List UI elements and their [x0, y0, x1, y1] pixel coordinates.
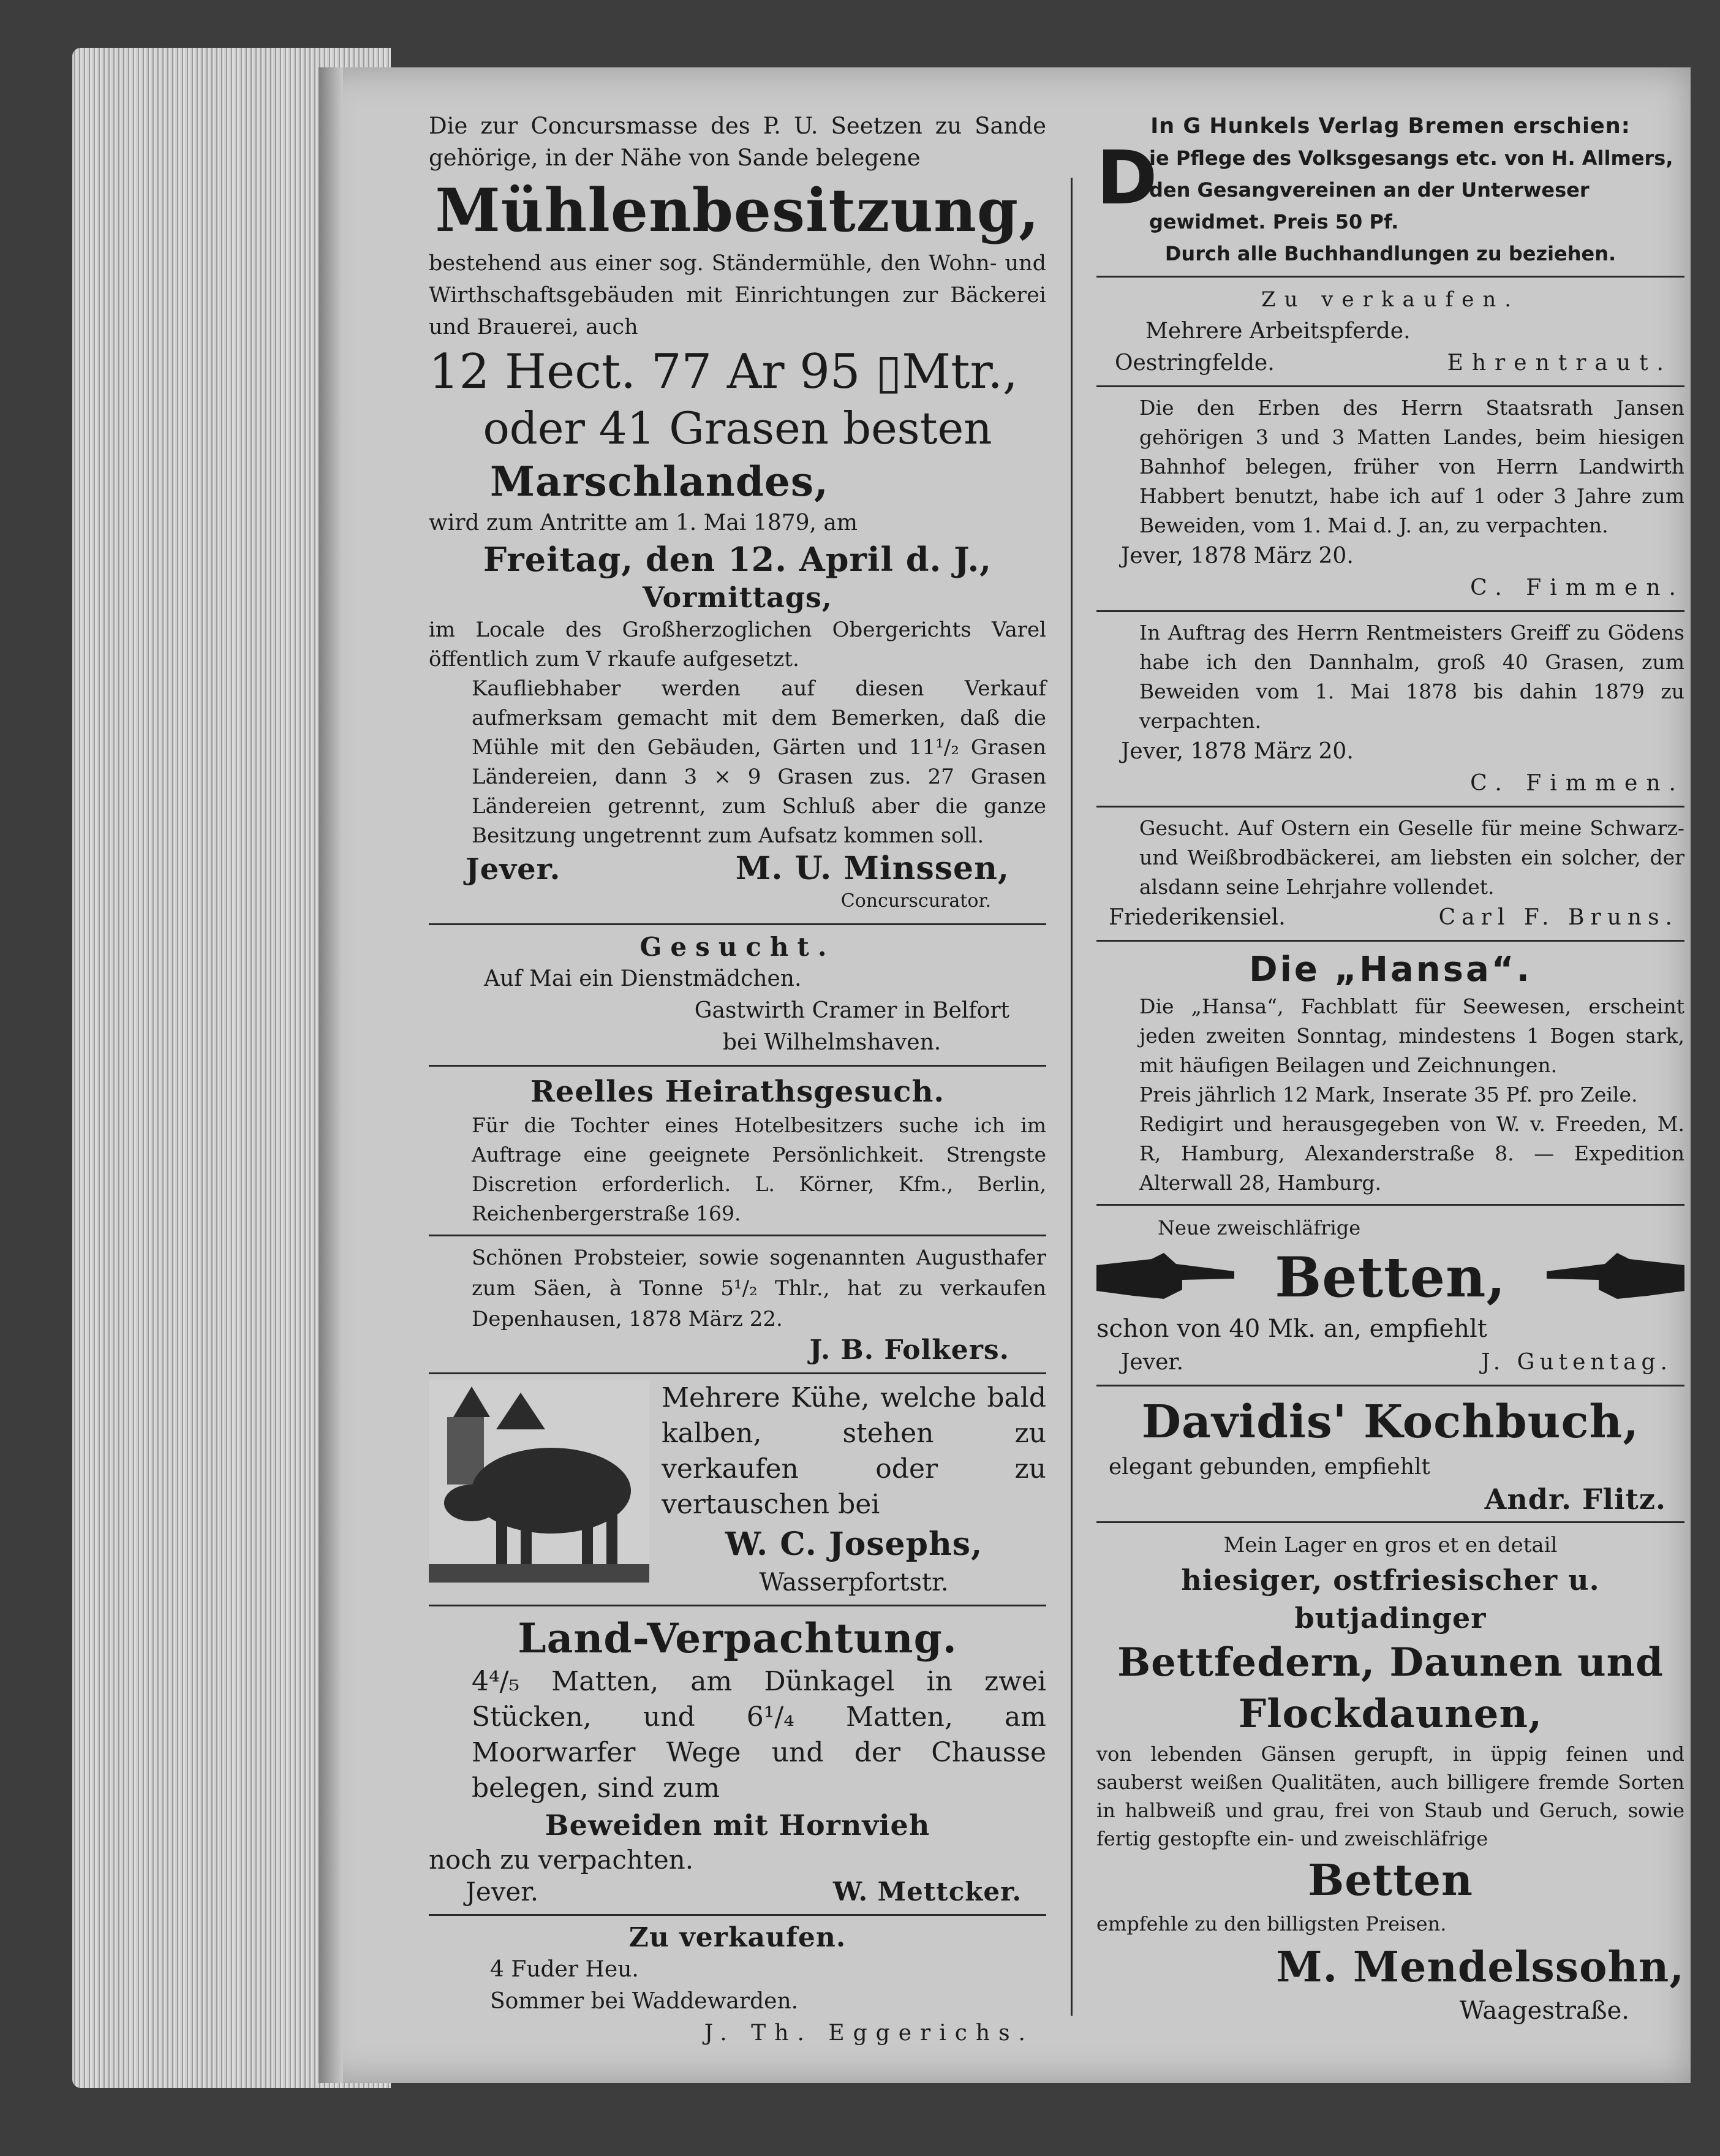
ad-signature: Ehrentraut.: [1447, 350, 1672, 376]
ad-street: Wasserpfortstr.: [759, 1568, 949, 1597]
ad-separator: [1096, 940, 1684, 942]
ad-separator: [429, 1235, 1046, 1236]
ad-muehlenbesitzung: [429, 110, 1046, 917]
ad-size-line-2: oder 41 Grasen besten: [483, 403, 992, 454]
ad-heading: Mühlenbesitzung,: [435, 176, 1040, 245]
ad-emphasis: Beweiden mit Hornvieh: [545, 1809, 930, 1842]
ad-body: Mehrere Kühe, welche bald kalben, stehen zu verkaufen oder zu vertauschen bei: [662, 1382, 1046, 1520]
ad-signature: Carl F. Bruns.: [1438, 905, 1678, 930]
ad-mendelssohn: [1096, 1529, 1684, 2027]
ad-separator: [1096, 806, 1684, 808]
ad-place: Oestringfelde.: [1115, 350, 1275, 376]
ad-line: bei Wilhelmshaven.: [723, 1030, 941, 1055]
ad-place: im Locale des Großherzoglichen Obergerichts Varel öffentlich zum V rkaufe aufgesetzt.: [429, 618, 1046, 671]
ad-jansen-land: [1096, 393, 1684, 604]
ad-betten-gutentag: [1096, 1212, 1684, 1379]
ad-geselle: [1096, 814, 1684, 934]
ad-heading: Zu verkaufen.: [628, 1922, 847, 1953]
ad-line: 4 Fuder Heu.: [490, 1957, 639, 1982]
ad-body: Redigirt und herausgegeben von W. v. Freeden, M. R, Hamburg, Alexanderstraße 8. — Expedition Alterwall 28, Hamburg.: [1139, 1112, 1684, 1195]
ad-dropcap: D: [1096, 136, 1158, 221]
ad-line: Mehrere Arbeitspferde.: [1145, 319, 1411, 344]
ad-kuehe: [429, 1380, 1046, 1598]
ad-separator: [1096, 385, 1684, 387]
ad-line: den Gesangvereinen an der Unterweser: [1149, 178, 1590, 202]
cow-illustration: [429, 1380, 649, 1583]
ad-separator: [1096, 610, 1684, 612]
ad-signature: C. Fimmen.: [1470, 771, 1684, 796]
ad-kochbuch: [1096, 1393, 1684, 1515]
ad-place: Jever.: [466, 1877, 539, 1907]
ad-line: Mein Lager en gros et en detail: [1223, 1533, 1558, 1557]
ad-separator: [1096, 1204, 1684, 1206]
ad-place: Friederikensiel.: [1109, 905, 1286, 930]
ad-place: Jever.: [1121, 1350, 1184, 1375]
ad-body: Die „Hansa“, Fachblatt für Seewesen, erscheint jeden zweiten Sonntag, mindestens 1 Bogen stark, mit häufigen Beilagen und Zeichnungen.: [1139, 994, 1684, 1077]
pointing-hand-right-icon: [1096, 1253, 1237, 1302]
ad-heading: Davidis' Kochbuch,: [1141, 1396, 1640, 1448]
ad-heading: Betten: [1308, 1855, 1473, 1905]
ad-separator: [1096, 276, 1684, 278]
ad-land-verpachtung: [429, 1613, 1046, 1908]
ad-body: Gesucht. Auf Ostern ein Geselle für meine Schwarz- und Weißbrodbäckerei, am liebsten ein solcher, der alsdann seine Lehrjahre vollendet.: [1139, 816, 1684, 899]
ad-signature: J. B. Folkers.: [809, 1334, 1009, 1366]
ad-line: hiesiger, ostfriesischer u. butjadinger: [1181, 1564, 1600, 1635]
ad-street: Waagestraße.: [1459, 1997, 1629, 2025]
ad-name: W. C. Josephs,: [725, 1526, 983, 1563]
ad-body: Die den Erben des Herrn Staatsrath Jansen gehörigen 3 und 3 Matten Landes, beim hiesigen Bahnhof belegen, früher von Herrn Landwirth Habbert benutzt, habe ich auf 1 oder 3 Jahre zum Beweiden, vom 1. Mai d. J. an, zu verpachten.: [1139, 396, 1684, 537]
ad-separator: [1096, 1385, 1684, 1386]
ad-price: schon von 40 Mk. an, empfiehlt: [1096, 1315, 1487, 1343]
ad-body: In Auftrag des Herrn Rentmeisters Greiff zu Gödens habe ich den Dannhalm, groß 40 Grasen, zum Beweiden vom 1. Mai 1878 bis dahin 1879 zu verpachten.: [1139, 621, 1684, 733]
ad-line: elegant gebunden, empfiehlt: [1109, 1454, 1430, 1480]
ad-signature: C. Fimmen.: [1470, 575, 1684, 600]
ad-heading: Gesucht.: [639, 932, 835, 962]
left-column: [429, 110, 1046, 2049]
pointing-hand-left-icon: [1544, 1253, 1684, 1302]
ad-heading: Betten,: [1275, 1245, 1506, 1310]
ad-time: Vormittags,: [643, 581, 832, 614]
right-column: [1096, 110, 1684, 2027]
ad-line: Sommer bei Waddewarden.: [490, 1989, 799, 2014]
ad-hansa: [1096, 948, 1684, 1198]
ad-end: noch zu verpachten.: [429, 1845, 694, 1875]
ad-arbeitspferde: [1096, 284, 1684, 379]
ad-body: 4⁴/₅ Matten, am Dünkagel in zwei Stücken, und 6¹/₄ Matten, am Moorwarfer Wege und der Chausse belegen, sind zum: [472, 1666, 1046, 1804]
ad-signature: W. Mettcker.: [832, 1877, 1022, 1907]
ad-description: bestehend aus einer sog. Ständermühle, den Wohn- und Wirthschaftsgebäuden mit Einrichtungen zur Bäckerei und Brauerei, auch: [429, 251, 1046, 339]
ad-verlag-hunkel: [1096, 110, 1684, 270]
ad-date: Freitag, den 12. April d. J.,: [483, 540, 992, 579]
ad-signature: J. Th. Eggerichs.: [704, 2021, 1034, 2046]
ad-separator: [429, 1914, 1046, 1916]
ad-size-line-3: Marschlandes,: [490, 458, 829, 505]
ad-size-line-1: 12 Hect. 77 Ar 95 ▯Mtr.,: [429, 344, 1018, 399]
ad-date: Jever, 1878 März 20.: [1121, 543, 1354, 569]
ad-signature: M. U. Minssen,: [735, 850, 1009, 887]
ad-body: Für die Tochter eines Hotelbesitzers suche ich im Auftrage eine geeignete Persönlichkeit. Strengste Discretion erforderlich. L. Körner, Kfm., Berlin, Reichenbergerstraße 169.: [472, 1113, 1046, 1225]
ad-separator: [429, 923, 1046, 925]
ad-signature: Andr. Flitz.: [1484, 1483, 1666, 1516]
ad-intro: Die zur Concursmasse des P. U. Seetzen zu Sande gehörige, in der Nähe von Sande belegene: [429, 113, 1046, 171]
column-divider: [1071, 178, 1073, 2016]
ad-line: Durch alle Buchhandlungen zu beziehen.: [1164, 242, 1616, 265]
ad-heading: Reelles Heirathsgesuch.: [530, 1075, 945, 1109]
ad-augusthafer: [429, 1243, 1046, 1366]
ad-line: Bettfedern, Daunen und: [1117, 1640, 1664, 1685]
ad-body: Schönen Probsteier, sowie sogenannten Augusthafer zum Säen, à Tonne 5¹/₂ Thlr., hat zu verkaufen Depenhausen, 1878 März 22.: [472, 1246, 1046, 1331]
ad-pre: Neue zweischläfrige: [1158, 1216, 1361, 1239]
ad-heading: Land-Verpachtung.: [518, 1614, 957, 1662]
ad-heirathsgesuch: [429, 1073, 1046, 1228]
ad-line: In G Hunkels Verlag Bremen erschien:: [1150, 114, 1631, 138]
ad-heading: Die „Hansa“.: [1249, 950, 1532, 989]
ad-line: gewidmet. Preis 50 Pf.: [1149, 210, 1399, 233]
ad-line: Auf Mai ein Dienstmädchen.: [484, 966, 802, 991]
ad-heu: [429, 1922, 1046, 2049]
ad-role: Concurscurator.: [840, 890, 991, 912]
ad-line: ie Pflege des Volksgesangs etc. von H. Allmers,: [1149, 146, 1673, 170]
ad-body: von lebenden Gänsen gerupft, in üppig feinen und sauberst weißen Qualitäten, auch billigere fremde Sorten in halbweiß und grau, frei von Staub und Geruch, sowie fertig gestopfte ein- und zweischläfrige: [1096, 1742, 1684, 1850]
ad-body: Kaufliebhaber werden auf diesen Verkauf aufmerksam gemacht mit dem Bemerken, daß die Mühle mit den Gebäuden, Gärten und 11¹/₂ Grasen Ländereien, dann 3 ⨯ 9 Grasen zus. 27 Grasen Ländereien getrennt, zum Schluß aber die ganze Besitzung ungetrennt zum Aufsatz kommen soll.: [472, 676, 1046, 848]
ad-separator: [429, 1372, 1046, 1374]
ad-signature: J. Gutentag.: [1481, 1350, 1672, 1375]
ad-date: Jever, 1878 März 20.: [1121, 739, 1354, 764]
ad-antritt: wird zum Antritte am 1. Mai 1879, am: [429, 510, 858, 535]
ad-gesucht-dienstmaedchen: [429, 931, 1046, 1059]
page-gutter: [319, 67, 343, 2083]
ad-separator: [429, 1605, 1046, 1606]
ad-greiff-dannhalm: [1096, 618, 1684, 800]
ad-heading: Zu verkaufen.: [1261, 287, 1520, 312]
ad-name: M. Mendelssohn,: [1276, 1943, 1684, 1992]
ad-line: Flockdaunen,: [1238, 1691, 1543, 1737]
ad-body: Preis jährlich 12 Mark, Inserate 35 Pf. pro Zeile.: [1139, 1083, 1638, 1106]
ad-separator: [1096, 1521, 1684, 1523]
ad-line: Gastwirth Cramer in Belfort: [694, 998, 1009, 1023]
ad-separator: [429, 1065, 1046, 1067]
ad-line: empfehle zu den billigsten Preisen.: [1096, 1912, 1447, 1935]
ad-place-signature: Jever.: [466, 852, 561, 887]
